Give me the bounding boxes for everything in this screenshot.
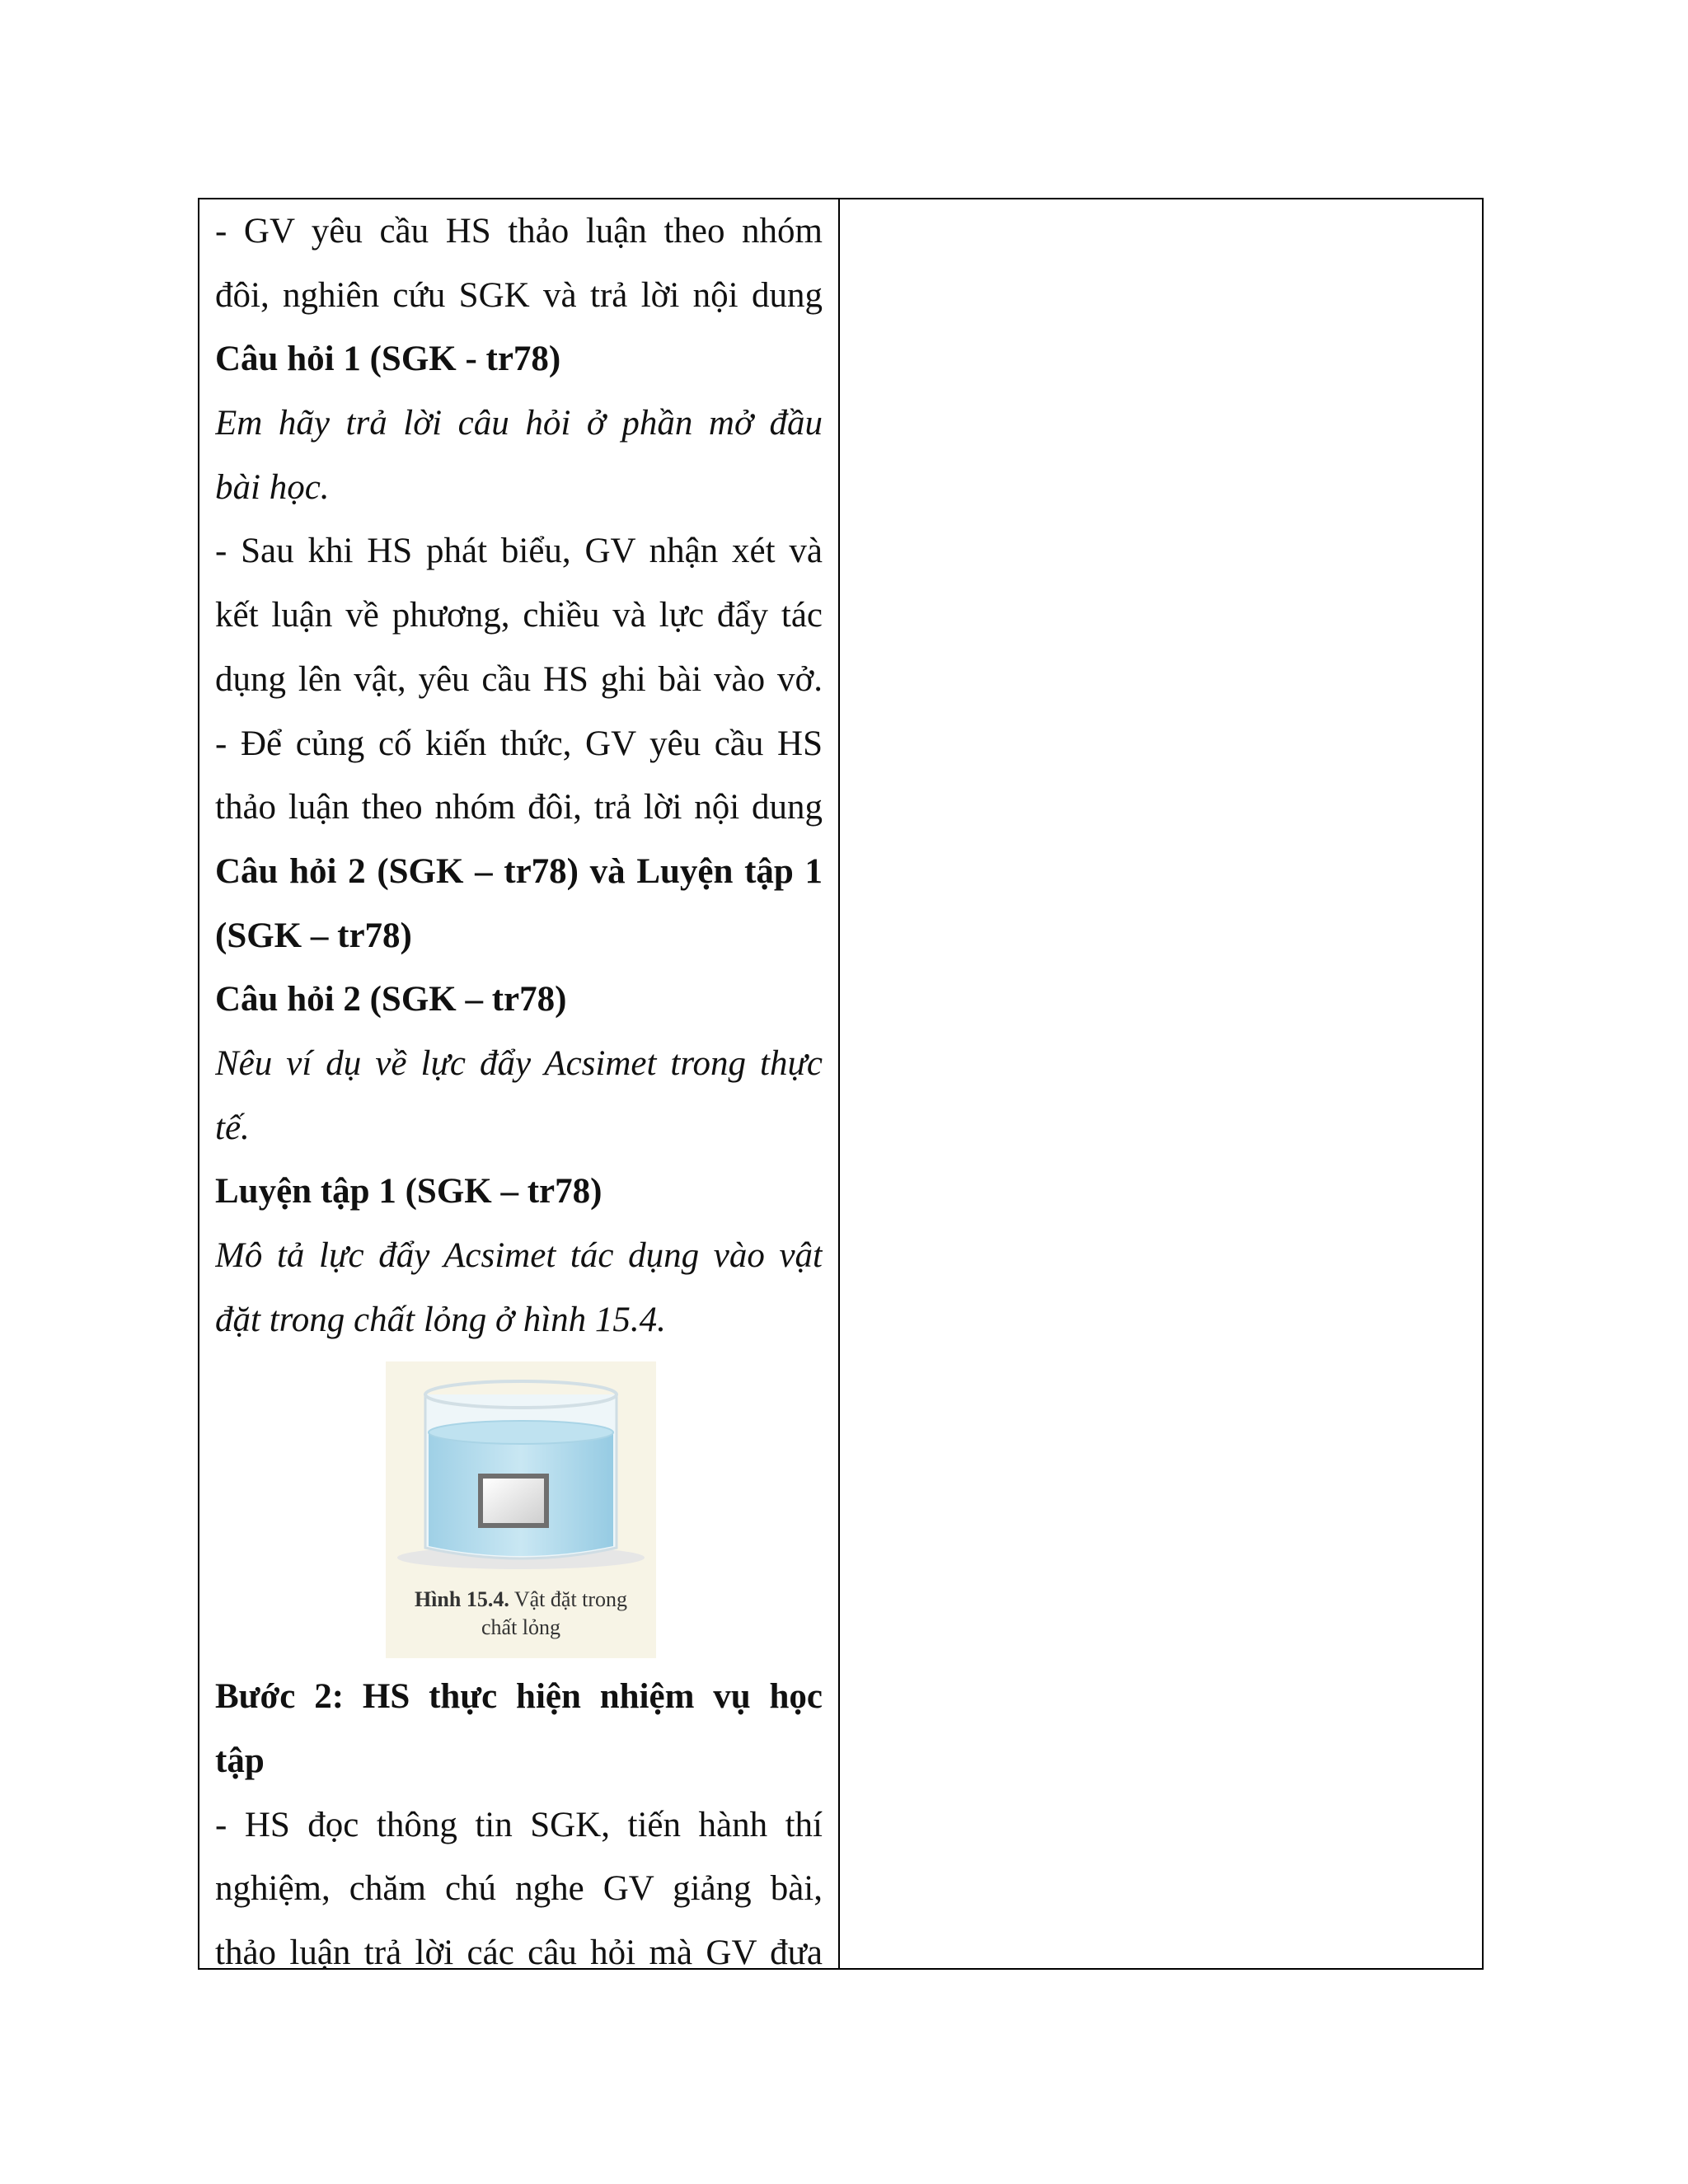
exercise-heading: Luyện tập 1 (SGK – tr78) bbox=[215, 1172, 603, 1212]
question-heading: Câu hỏi 1 (SGK - tr78) bbox=[215, 340, 561, 379]
question-text: tế. bbox=[215, 1108, 250, 1147]
question-heading: Câu hỏi 2 (SGK – tr78) và Luyện tập 1 bbox=[215, 851, 823, 891]
text-line: thảo luận trả lời các câu hỏi mà GV đưa bbox=[215, 1933, 823, 1973]
exercise-text: Mô tả lực đẩy Acsimet tác dụng vào vật bbox=[215, 1236, 823, 1275]
text-line: - Sau khi HS phát biểu, GV nhận xét và bbox=[215, 532, 823, 571]
text-line: - GV yêu cầu HS thảo luận theo nhóm bbox=[215, 212, 823, 251]
text-line: dụng lên vật, yêu cầu HS ghi bài vào vở. bbox=[215, 659, 823, 699]
text-line: nghiệm, chăm chú nghe GV giảng bài, bbox=[215, 1869, 823, 1909]
result-column bbox=[840, 199, 1482, 1968]
text-line: đôi, nghiên cứu SGK và trả lời nội dung bbox=[215, 275, 823, 315]
figure-container bbox=[215, 1352, 823, 1665]
caption-label: Hình 15.4. bbox=[414, 1587, 509, 1612]
question-heading: Câu hỏi 2 (SGK – tr78) bbox=[215, 980, 567, 1019]
question-text: bài học. bbox=[215, 467, 330, 507]
text-line: thảo luận theo nhóm đôi, trả lời nội dung bbox=[215, 788, 823, 827]
text-line: kết luận về phương, chiều và lực đẩy tác bbox=[215, 596, 823, 635]
exercise-text: đặt trong chất lỏng ở hình 15.4. bbox=[215, 1300, 666, 1339]
figure-caption bbox=[386, 1586, 656, 1642]
beaker-illustration bbox=[386, 1361, 656, 1584]
question-heading: (SGK – tr78) bbox=[215, 916, 412, 955]
text-line: - HS đọc thông tin SGK, tiến hành thí bbox=[215, 1805, 823, 1844]
caption-text: Vật đặt trong bbox=[509, 1587, 628, 1612]
figure-15-4 bbox=[386, 1361, 656, 1658]
step-heading: tập bbox=[215, 1741, 265, 1781]
lesson-table bbox=[198, 198, 1484, 1973]
step-heading: Bước 2: HS thực hiện nhiệm vụ học bbox=[215, 1677, 823, 1717]
caption-text: chất lỏng bbox=[481, 1615, 561, 1640]
text-line: - Để củng cố kiến thức, GV yêu cầu HS bbox=[215, 724, 823, 763]
activity-column bbox=[199, 199, 840, 1973]
question-text: Nêu ví dụ về lực đẩy Acsimet trong thực bbox=[215, 1043, 823, 1083]
question-text: Em hãy trả lời câu hỏi ở phần mở đầu bbox=[215, 404, 823, 443]
